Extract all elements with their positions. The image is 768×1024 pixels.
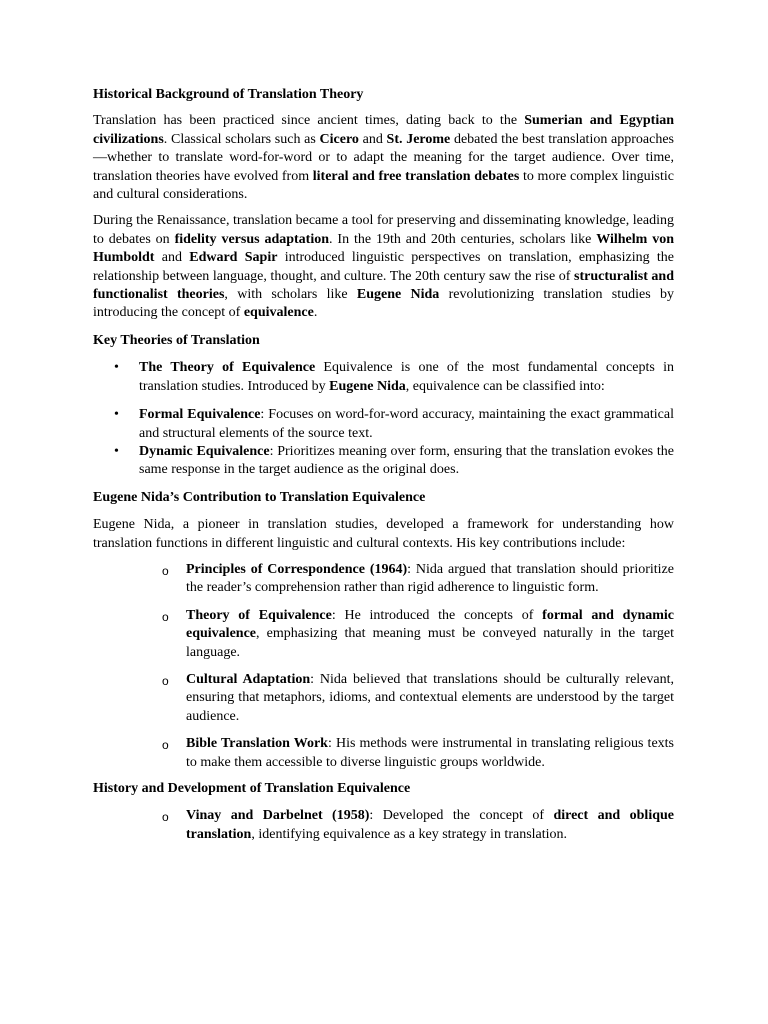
sub-item-vinay-darbelnet: [93, 807, 674, 844]
sub-item-text: Vinay and Darbelnet (1958): Developed the concept of direct and oblique translation, identifying equivalence as a key strategy in translation.: [186, 808, 674, 842]
bullet-icon: •: [114, 443, 119, 459]
sub-item-text: Bible Translation Work: His methods were instrumental in translating religious texts to make them accessible to diverse linguistic groups worldwide.: [186, 736, 674, 770]
bullet-text: Formal Equivalence: Focuses on word-for-word accuracy, maintaining the exact grammatical and structural elements of the source text.: [139, 407, 674, 441]
circle-bullet-icon: o: [162, 810, 169, 825]
sub-item-bible-translation-work: [93, 735, 674, 772]
bullet-item-formal-equivalence: [93, 406, 674, 443]
bullet-text: Dynamic Equivalence: Prioritizes meaning over form, ensuring that the translation evokes the same response in the target audience as the original does.: [139, 443, 674, 478]
sub-item-text: Theory of Equivalence: He introduced the concepts of formal and dynamic equivalence, emphasizing that meaning must be conveyed naturally in the target language.: [186, 607, 674, 660]
paragraph-ancient-translation: Translation has been practiced since ancient times, dating back to the Sumerian and Egyptian civilizations. Classical scholars such as Cicero and St. Jerome debated the best translation approaches—whether to translate word-for-word or to adapt the meaning for the target audience. Over time, translation theories have evolved from literal and free translation debates to more complex linguistic and cultural considerations.: [93, 113, 675, 203]
sub-item-text: Cultural Adaptation: Nida believed that translations should be culturally relevant, ensuring that metaphors, idioms, and contextual elements are understood by the target audience.: [186, 671, 674, 724]
circle-bullet-icon: o: [162, 609, 169, 624]
circle-bullet-icon: o: [162, 738, 169, 753]
bullet-icon: •: [114, 407, 119, 423]
bullet-text: The Theory of Equivalence Equivalence is one of the most fundamental concepts in translation studies. Introduced by Eugene Nida, equivalence can be classified into:: [139, 360, 674, 394]
sub-item-text: Principles of Correspondence (1964): Nida argued that translation should prioritize the reader’s comprehension rather than rigid adherence to linguistic form.: [186, 561, 674, 596]
circle-bullet-icon: o: [162, 563, 169, 578]
bullet-icon: •: [114, 360, 119, 376]
paragraph-renaissance: During the Renaissance, translation became a tool for preserving and disseminating knowledge, leading to debates on fidelity versus adaptation. In the 19th and 20th centuries, scholars like Wilhelm von Humboldt and Edward Sapir introduced linguistic perspectives on translation, emphasizing the relationship between language, thought, and culture. The 20th century saw the rise of structuralist and functionalist theories, with scholars like Eugene Nida revolutionizing translation studies by introducing the concept of equivalence.: [93, 213, 675, 321]
sub-item-theory-of-equivalence: [93, 607, 674, 662]
heading-key-theories: Key Theories of Translation: [93, 332, 260, 348]
sub-item-principles-of-correspondence: [93, 561, 674, 598]
circle-bullet-icon: o: [162, 673, 169, 688]
sub-item-cultural-adaptation: [93, 671, 674, 726]
heading-history-development: History and Development of Translation Equivalence: [93, 781, 411, 796]
document-body: [93, 86, 674, 844]
paragraph-nida-pioneer: Eugene Nida, a pioneer in translation studies, developed a framework for understanding how translation functions in different linguistic and cultural contexts. His key contributions include:: [93, 517, 674, 551]
bullet-item-dynamic-equivalence: [93, 443, 674, 480]
heading-historical-background: Historical Background of Translation Theory: [93, 87, 364, 102]
bullet-item-theory-of-equivalence: [93, 359, 674, 396]
heading-nida-contribution: Eugene Nida’s Contribution to Translation Equivalence: [93, 489, 426, 505]
